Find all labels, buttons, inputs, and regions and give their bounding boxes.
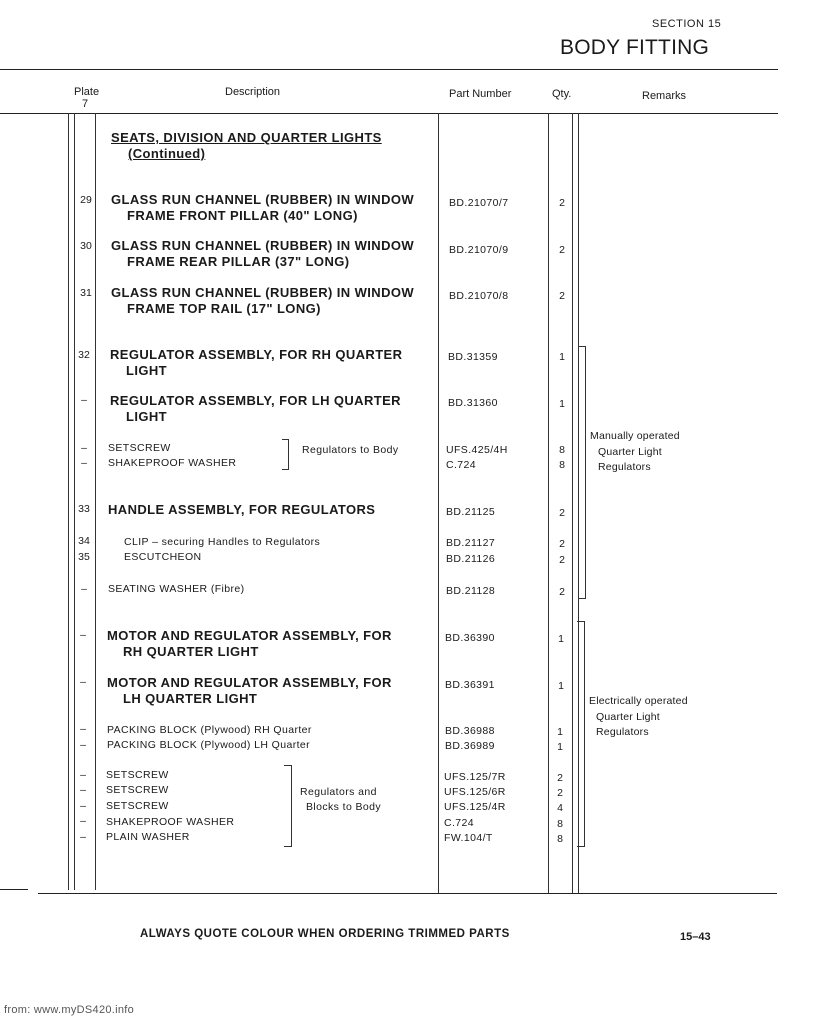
item-description: SETSCREW	[106, 800, 169, 812]
item-description-cont: LIGHT	[126, 409, 167, 424]
margin-rule	[0, 889, 28, 890]
remark-line: Regulators	[598, 461, 651, 473]
quantity: 1	[558, 633, 564, 645]
remarks-bracket	[577, 621, 585, 847]
part-number: BD.36988	[445, 725, 495, 737]
item-description-cont: FRAME FRONT PILLAR (40" LONG)	[127, 208, 358, 223]
quantity: 8	[559, 459, 565, 471]
quantity: 1	[559, 351, 565, 363]
item-description: GLASS RUN CHANNEL (RUBBER) IN WINDOW	[111, 192, 415, 207]
quantity: 2	[557, 787, 563, 799]
quantity: 1	[557, 726, 563, 738]
item-description: REGULATOR ASSEMBLY, FOR LH QUARTER	[110, 393, 401, 408]
quantity: 1	[557, 741, 563, 753]
part-number: BD.21070/9	[449, 244, 509, 256]
item-description: SETSCREW	[108, 442, 171, 454]
bracket	[284, 765, 292, 847]
item-description: PACKING BLOCK (Plywood) LH Quarter	[107, 739, 311, 751]
plate-number: –	[80, 629, 86, 641]
remark-line: Electrically operated	[589, 695, 688, 707]
source-watermark: from: www.myDS420.info	[4, 1004, 135, 1016]
quantity: 2	[559, 197, 565, 209]
plate-number: 33	[78, 503, 90, 515]
quantity: 2	[557, 772, 563, 784]
plate-number: 31	[80, 287, 92, 299]
header-rule-bottom	[0, 113, 778, 114]
remark-line: Manually operated	[590, 430, 680, 442]
table-line	[95, 113, 96, 890]
part-number: BD.21070/8	[449, 290, 509, 302]
table-line	[548, 113, 549, 893]
part-number: BD.21070/7	[449, 197, 509, 209]
quantity: 1	[559, 398, 565, 410]
remark-line: Quarter Light	[596, 711, 660, 723]
plate-number: –	[81, 442, 87, 454]
item-description-cont: FRAME TOP RAIL (17" LONG)	[127, 301, 321, 316]
col-part-number: Part Number	[449, 88, 512, 100]
table-line	[572, 113, 573, 893]
note-regulators-and: Regulators and	[300, 786, 377, 798]
plate-number: –	[80, 739, 86, 751]
part-number: UFS.125/4R	[444, 801, 506, 813]
item-description: ESCUTCHEON	[124, 551, 202, 563]
col-plate: Plate	[74, 86, 100, 98]
part-number: BD.31360	[448, 397, 498, 409]
plate-number: 30	[80, 240, 92, 252]
remarks-bracket	[578, 346, 586, 599]
part-number: UFS.125/6R	[444, 786, 506, 798]
part-number: BD.36989	[445, 740, 495, 752]
item-description: PLAIN WASHER	[106, 831, 190, 843]
quantity: 8	[557, 833, 563, 845]
item-description-cont: LH QUARTER LIGHT	[123, 691, 258, 706]
table-line	[68, 113, 69, 890]
quantity: 4	[557, 802, 563, 814]
quantity: 1	[558, 680, 564, 692]
part-number: BD.21128	[446, 585, 496, 597]
col-qty: Qty.	[552, 88, 572, 100]
plate-number: 29	[80, 194, 92, 206]
group-title: SEATS, DIVISION AND QUARTER LIGHTS	[111, 130, 382, 145]
item-description: SETSCREW	[106, 769, 169, 781]
part-number: BD.21126	[446, 553, 496, 565]
quantity: 8	[559, 444, 565, 456]
item-description: MOTOR AND REGULATOR ASSEMBLY, FOR	[107, 675, 392, 690]
note-blocks-to-body: Blocks to Body	[306, 801, 382, 813]
part-number: UFS.125/7R	[444, 771, 506, 783]
quantity: 2	[559, 538, 565, 550]
quantity: 2	[559, 554, 565, 566]
item-description: SEATING WASHER (Fibre)	[108, 583, 245, 595]
col-plate-number: 7	[82, 98, 89, 110]
page-number: 15–43	[680, 931, 711, 943]
item-description: CLIP – securing Handles to Regulators	[124, 536, 321, 548]
item-description: PACKING BLOCK (Plywood) RH Quarter	[107, 724, 312, 736]
item-description: REGULATOR ASSEMBLY, FOR RH QUARTER	[110, 347, 403, 362]
quantity: 2	[559, 507, 565, 519]
part-number: BD.36390	[445, 632, 495, 644]
part-number: BD.21125	[446, 506, 496, 518]
quantity: 2	[559, 290, 565, 302]
table-bottom-rule	[38, 893, 777, 894]
plate-number: –	[80, 815, 86, 827]
item-description: SHAKEPROOF WASHER	[106, 816, 235, 828]
part-number: BD.21127	[446, 537, 496, 549]
item-description-cont: LIGHT	[126, 363, 167, 378]
plate-number: –	[81, 457, 87, 469]
bracket	[282, 439, 289, 470]
quantity: 2	[559, 244, 565, 256]
col-description: Description	[225, 86, 281, 98]
item-description-cont: RH QUARTER LIGHT	[123, 644, 259, 659]
plate-number: 35	[78, 551, 90, 563]
plate-number: –	[81, 583, 87, 595]
part-number: UFS.425/4H	[446, 444, 508, 456]
item-description: MOTOR AND REGULATOR ASSEMBLY, FOR	[107, 628, 392, 643]
section-label: SECTION 15	[652, 18, 722, 30]
group-subtitle: (Continued)	[128, 146, 206, 161]
table-line	[438, 113, 439, 893]
part-number: C.724	[444, 817, 475, 829]
remark-line: Regulators	[596, 726, 649, 738]
plate-number: –	[80, 800, 86, 812]
plate-number: –	[80, 831, 86, 843]
plate-number: –	[80, 769, 86, 781]
item-description: SETSCREW	[106, 784, 169, 796]
remark-line: Quarter Light	[598, 446, 662, 458]
plate-number: 32	[78, 349, 90, 361]
plate-number: 34	[78, 535, 90, 547]
part-number: FW.104/T	[444, 832, 493, 844]
part-number: BD.31359	[448, 351, 498, 363]
page-title: BODY FITTING	[560, 36, 710, 59]
item-description: GLASS RUN CHANNEL (RUBBER) IN WINDOW	[111, 238, 415, 253]
header-rule-top	[0, 69, 778, 70]
plate-number: –	[81, 394, 87, 406]
quantity: 8	[557, 818, 563, 830]
part-number: BD.36391	[445, 679, 495, 691]
plate-number: –	[80, 676, 86, 688]
plate-number: –	[80, 784, 86, 796]
item-description: GLASS RUN CHANNEL (RUBBER) IN WINDOW	[111, 285, 415, 300]
note-regulators-to-body: Regulators to Body	[302, 444, 399, 456]
item-description: SHAKEPROOF WASHER	[108, 457, 237, 469]
ordering-notice: ALWAYS QUOTE COLOUR WHEN ORDERING TRIMMED PARTS	[140, 928, 510, 940]
quantity: 2	[559, 586, 565, 598]
part-number: C.724	[446, 459, 477, 471]
item-description-cont: FRAME REAR PILLAR (37" LONG)	[127, 254, 350, 269]
item-description: HANDLE ASSEMBLY, FOR REGULATORS	[108, 502, 376, 517]
plate-number: –	[80, 723, 86, 735]
col-remarks: Remarks	[642, 90, 687, 102]
